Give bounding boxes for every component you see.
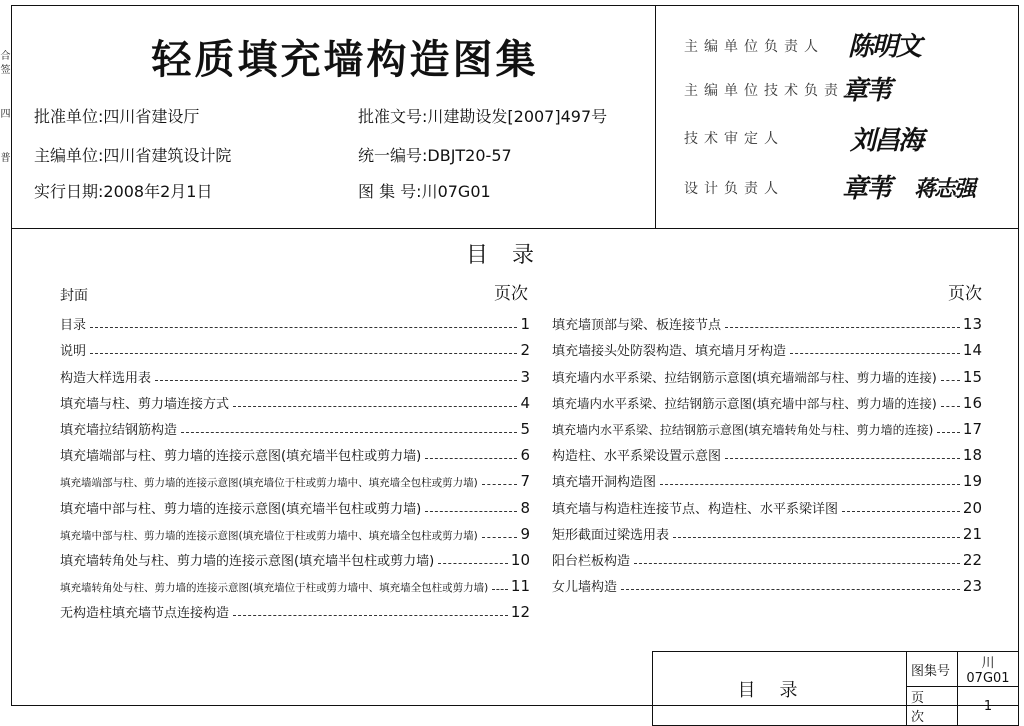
toc-entry-title: 填充墙顶部与梁、板连接节点 xyxy=(552,318,722,334)
toc-entry[interactable] xyxy=(60,333,530,359)
toc-entry-page: 2 xyxy=(520,341,530,360)
toc-entry[interactable] xyxy=(552,307,982,333)
toc-cover: 封面 xyxy=(60,288,88,304)
toc-entry-title: 阳台栏板构造 xyxy=(552,553,631,569)
toc-entry[interactable] xyxy=(60,464,530,490)
toc-entry-page: 10 xyxy=(510,550,530,569)
toc-entry-title: 填充墙转角处与柱、剪力墙的连接示意图(填充墙位于柱或剪力墙中、填充墙全包柱或剪力墙) xyxy=(60,582,489,595)
toc-entry-page: 8 xyxy=(520,498,530,517)
toc-leader-dashes xyxy=(941,380,960,381)
toc-entry[interactable] xyxy=(552,438,982,464)
toc-leader-dashes xyxy=(790,353,960,354)
toc-entry-title: 目录 xyxy=(60,318,87,334)
toc-entry[interactable] xyxy=(60,569,530,595)
toc-entry[interactable] xyxy=(552,412,982,438)
toc-entry-page: 19 xyxy=(962,472,982,491)
toc-entry[interactable] xyxy=(60,543,530,569)
toc-entry[interactable] xyxy=(60,359,530,385)
atlas-no-value: 川07G01 xyxy=(958,652,1019,687)
toc-entry[interactable] xyxy=(552,333,982,359)
approval-unit: 批准单位:四川省建设厅 xyxy=(34,107,200,126)
toc-title: 目录 xyxy=(465,243,558,268)
toc-entry-title: 填充墙接头处防裂构造、填充墙月牙构造 xyxy=(552,344,787,360)
toc-leader-dashes xyxy=(842,511,960,512)
toc-leader-dashes xyxy=(90,353,517,354)
edge-mark: 合 xyxy=(0,51,11,62)
toc-leader-dashes xyxy=(233,406,517,407)
toc-leader-dashes xyxy=(438,563,508,564)
toc-leader-dashes xyxy=(482,484,518,485)
toc-entry[interactable] xyxy=(552,543,982,569)
toc-leader-dashes xyxy=(482,537,518,538)
toc-entry-title: 女儿墙构造 xyxy=(552,580,618,596)
toc-entry-title: 无构造柱填充墙节点连接构造 xyxy=(60,606,230,622)
toc-entry-page: 9 xyxy=(520,524,530,543)
toc-leader-dashes xyxy=(233,615,508,616)
editor-unit: 主编单位:四川省建筑设计院 xyxy=(34,146,232,165)
toc-entry[interactable] xyxy=(60,490,530,516)
role-chief-editor: 主编单位负责人 xyxy=(684,39,824,55)
toc-entry-page: 18 xyxy=(962,446,982,465)
role-design-chief: 设计负责人 xyxy=(684,181,784,197)
atlas-number: 图 集 号:川07G01 xyxy=(358,182,491,201)
toc-leader-dashes xyxy=(425,511,517,512)
frame-left xyxy=(11,228,12,705)
toc-entry[interactable] xyxy=(60,438,530,464)
toc-entry[interactable] xyxy=(60,517,530,543)
effective-date: 实行日期:2008年2月1日 xyxy=(34,182,213,201)
toc-leader-dashes xyxy=(634,563,960,564)
signature: 刘昌海 xyxy=(850,126,923,156)
toc-entry-title: 填充墙开洞构造图 xyxy=(552,475,657,491)
toc-entry[interactable] xyxy=(552,359,982,385)
toc-leader-dashes xyxy=(425,458,517,459)
toc-leader-dashes xyxy=(621,589,960,590)
toc-entry[interactable] xyxy=(60,412,530,438)
toc-entry[interactable] xyxy=(60,386,530,412)
toc-entry-title: 填充墙转角处与柱、剪力墙的连接示意图(填充墙半包柱或剪力墙) xyxy=(60,553,435,569)
toc-entry-page: 5 xyxy=(520,419,530,438)
toc-entry-title: 填充墙内水平系梁、拉结钢筋示意图(填充墙中部与柱、剪力墙的连接) xyxy=(552,395,937,411)
toc-entry-page: 17 xyxy=(962,419,982,438)
toc-entry[interactable] xyxy=(60,595,530,621)
edge-mark: 四 xyxy=(0,109,11,120)
page-header-left: 页次 xyxy=(494,284,528,304)
role-technical-reviewer: 技术审定人 xyxy=(684,131,784,147)
frame-right xyxy=(1018,5,1019,705)
toc-entry-page: 1 xyxy=(520,315,530,334)
toc-leader-dashes xyxy=(725,327,960,328)
title-block-name: 目录 xyxy=(653,652,907,726)
toc-entry-title: 填充墙内水平系梁、拉结钢筋示意图(填充墙转角处与柱、剪力墙的连接) xyxy=(552,422,934,437)
page-value: 1 xyxy=(958,687,1019,726)
signature: 章苇 xyxy=(842,174,891,204)
signature: 陈明文 xyxy=(848,32,921,62)
toc-entry-page: 7 xyxy=(520,472,530,491)
toc-entry-title: 填充墙拉结钢筋构造 xyxy=(60,422,178,438)
toc-entry-title: 填充墙中部与柱、剪力墙的连接示意图(填充墙半包柱或剪力墙) xyxy=(60,501,422,517)
toc-entry-title: 矩形截面过梁选用表 xyxy=(552,527,670,543)
toc-entry[interactable] xyxy=(552,569,982,595)
toc-leader-dashes xyxy=(181,432,517,433)
toc-entry-page: 23 xyxy=(962,577,982,596)
toc-leader-dashes xyxy=(941,406,960,407)
toc-entry-page: 21 xyxy=(962,524,982,543)
toc-leader-dashes xyxy=(492,589,508,590)
toc-entry-page: 6 xyxy=(520,446,530,465)
frame-top xyxy=(11,5,1019,6)
toc-entry[interactable] xyxy=(552,386,982,412)
toc-entry-page: 13 xyxy=(962,315,982,334)
toc-entry-title: 构造大样选用表 xyxy=(60,370,152,386)
toc-entry[interactable] xyxy=(552,464,982,490)
unified-number: 统一编号:DBJT20-57 xyxy=(358,146,512,165)
toc-entry-title: 填充墙端部与柱、剪力墙的连接示意图(填充墙半包柱或剪力墙) xyxy=(60,449,422,465)
toc-leader-dashes xyxy=(725,458,960,459)
title-block xyxy=(652,651,1019,726)
signature: 章苇 xyxy=(842,76,891,106)
frame-header-divider xyxy=(11,228,1019,229)
toc-entry-title: 填充墙端部与柱、剪力墙的连接示意图(填充墙位于柱或剪力墙中、填充墙全包柱或剪力墙) xyxy=(60,477,478,490)
toc-entry-page: 3 xyxy=(520,367,530,386)
toc-leader-dashes xyxy=(155,380,517,381)
toc-entry-title: 填充墙内水平系梁、拉结钢筋示意图(填充墙端部与柱、剪力墙的连接) xyxy=(552,369,937,385)
toc-right-column xyxy=(552,307,982,595)
atlas-no-label: 图集号 xyxy=(907,652,958,687)
role-technical-chief: 主编单位技术负责人 xyxy=(684,83,864,99)
toc-entry-title: 填充墙与构造柱连接节点、构造柱、水平系梁详图 xyxy=(552,501,839,517)
toc-entry[interactable] xyxy=(60,307,530,333)
toc-entry-page: 12 xyxy=(510,603,530,622)
toc-entry[interactable] xyxy=(552,517,982,543)
toc-entry-page: 22 xyxy=(962,550,982,569)
toc-entry-title: 填充墙与柱、剪力墙连接方式 xyxy=(60,396,230,412)
edge-mark: 普 xyxy=(0,153,11,164)
toc-leader-dashes xyxy=(673,537,960,538)
toc-entry-title: 说明 xyxy=(60,344,87,360)
toc-entry-page: 15 xyxy=(962,367,982,386)
toc-entry-page: 4 xyxy=(520,393,530,412)
toc-leader-dashes xyxy=(90,327,517,328)
page-header-right: 页次 xyxy=(948,284,982,304)
toc-leader-dashes xyxy=(660,484,960,485)
toc-entry-page: 16 xyxy=(962,393,982,412)
page-label: 页次 xyxy=(907,687,958,726)
approval-doc: 批准文号:川建勘设发[2007]497号 xyxy=(358,107,608,126)
atlas-title: 轻质填充墙构造图集 xyxy=(151,37,539,83)
signature: 蒋志强 xyxy=(914,176,975,202)
toc-entry-page: 11 xyxy=(510,577,530,596)
toc-leader-dashes xyxy=(937,432,960,433)
toc-left-column xyxy=(60,307,530,621)
toc-entry-title: 填充墙中部与柱、剪力墙的连接示意图(填充墙位于柱或剪力墙中、填充墙全包柱或剪力墙) xyxy=(60,529,478,542)
toc-entry[interactable] xyxy=(552,490,982,516)
edge-mark: 签 xyxy=(0,65,11,76)
toc-entry-page: 14 xyxy=(962,341,982,360)
toc-entry-title: 构造柱、水平系梁设置示意图 xyxy=(552,449,722,465)
toc-entry-page: 20 xyxy=(962,498,982,517)
